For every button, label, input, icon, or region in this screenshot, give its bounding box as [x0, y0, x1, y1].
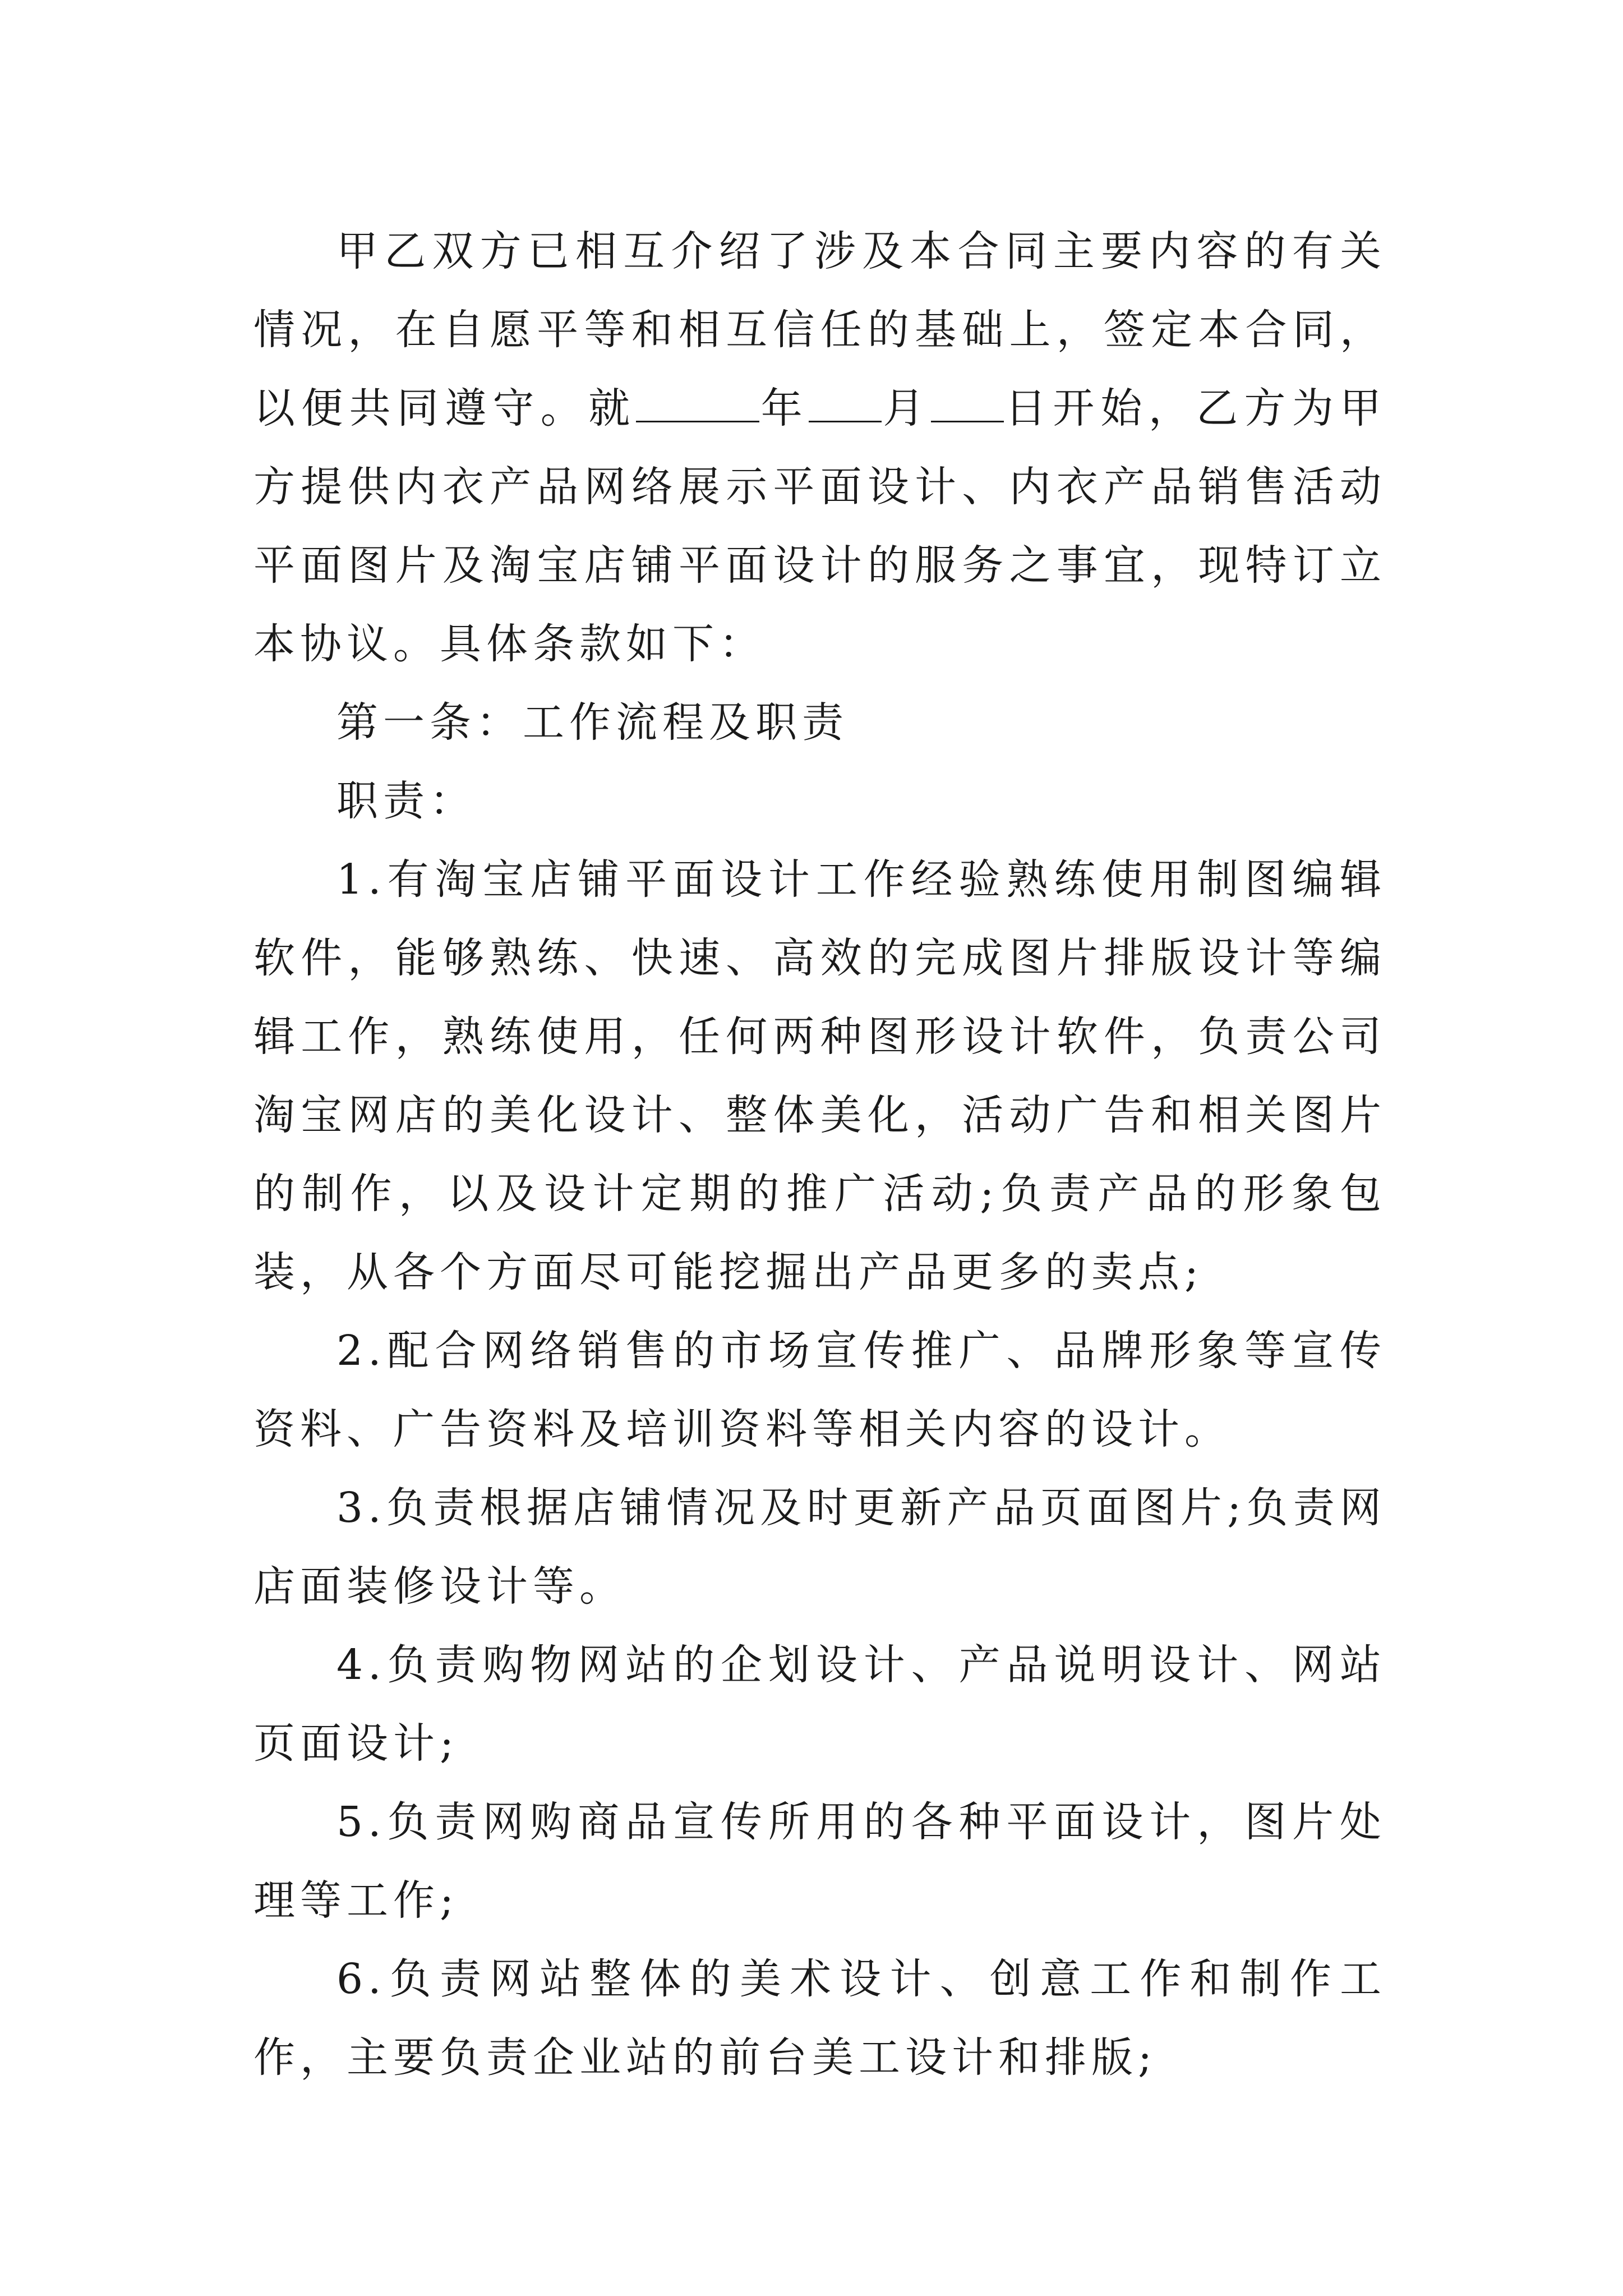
duty-item-5: 5.负责网购商品宣传所用的各种平面设计，图片处理等工作;: [253, 1798, 1386, 1925]
duty-item-4: 4.负责购物网站的企划设计、产品说明设计、网站页面设计;: [253, 1641, 1386, 1768]
duty-item-3: 3.负责根据店铺情况及时更新产品页面图片;负责网店面装修设计等。: [253, 1484, 1386, 1611]
duty-item-6: 6.负责网站整体的美术设计、创意工作和制作工作，主要负责企业站的前台美工设计和排版;: [253, 1955, 1386, 2082]
duty-item-1: 1.有淘宝店铺平面设计工作经验熟练使用制图编辑软件，能够熟练、快速、高效的完成图片排版设计等编辑工作，熟练使用，任何两种图形设计软件，负责公司淘宝网店的美化设计、整体美化，活动广告和相关图片的制作，以及设计定期的推广活动;负责产品的形象包装，从各个方面尽可能挖掘出产品更多的卖点;: [253, 855, 1386, 1296]
section-title: 第一条：工作流程及职责: [336, 698, 849, 747]
intro-text-part1: 甲乙双方已相互介绍了涉及本合同主要内容的有关情况，在自愿平等和相互信任的基础上，签定本合同，以便共同遵守。就: [253, 227, 1386, 432]
year-label: 年: [759, 384, 809, 432]
year-blank: [636, 386, 759, 422]
intro-text-part2: 日开始，乙方为甲方提供内衣产品网络展示平面设计、内衣产品销售活动平面图片及淘宝店铺平面设计的服务之事宜，现特订立本协议。具体条款如下：: [253, 384, 1387, 668]
duties-label: 职责：: [336, 777, 476, 825]
month-blank: [809, 386, 882, 422]
document-body: [253, 212, 1386, 2097]
day-blank: [931, 386, 1004, 422]
month-label: 月: [882, 384, 931, 432]
duty-item-2: 2.配合网络销售的市场宣传推广、品牌形象等宣传资料、广告资料及培训资料等相关内容的设计。: [253, 1327, 1386, 1453]
intro-paragraph: [253, 212, 1386, 683]
